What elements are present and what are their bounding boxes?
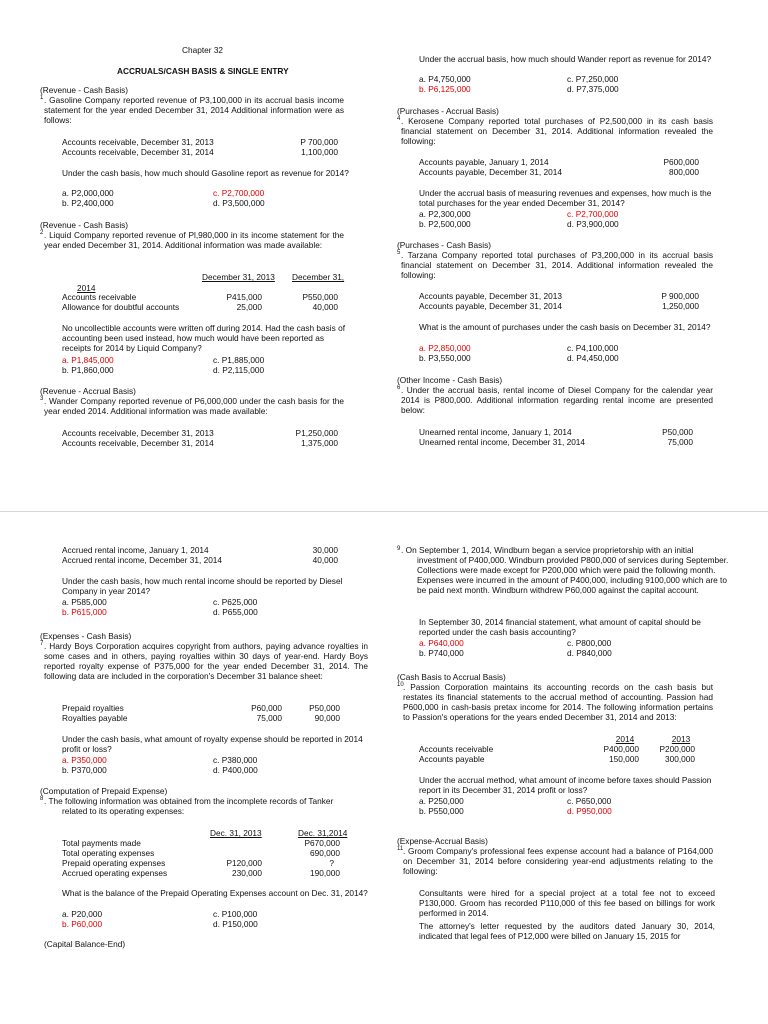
row-value: P200,000 — [659, 744, 695, 754]
question-8 — [40, 787, 370, 942]
question-6 — [397, 376, 715, 456]
row-value: 690,000 — [310, 848, 340, 858]
row-label: Prepaid operating expenses — [62, 858, 166, 868]
row-label: Total operating expenses — [62, 848, 155, 858]
row-value: 150,000 — [609, 754, 639, 764]
question-prompt: No uncollectible accounts were written off during 2014. Had the cash basis of accounting been used instead, how much would have been reported as receipts for 2014 by Liquid Company? — [62, 323, 346, 353]
row-label: Total payments made — [62, 838, 141, 848]
question-text: . Kerosene Company reported total purchases of P2,500,000 in its cash basis financial statement on December 31, 2014. Additional information revealed the following: — [401, 116, 713, 146]
question-11 — [397, 837, 715, 967]
row-value: 30,000 — [312, 545, 338, 555]
question-number: 8 — [40, 796, 44, 802]
question-text: . Wander Company reported revenue of P6,000,000 under the cash basis for the year ended 2014. Additional information was made available: — [44, 396, 344, 416]
question-9 — [397, 545, 729, 676]
question-text: . Gasoline Company reported revenue of P3,100,000 in its accrual basis income statement for the year ended December 31, 2014 Additional information were as follows: — [44, 95, 344, 125]
question-text: . Tarzana Company reported total purchases of P3,200,000 in its accrual basis financial statement on December 31, 2014. Additional information revealed the following: — [401, 250, 713, 280]
row-value: 1,100,000 — [301, 147, 338, 157]
column-header: Dec. 31,2014 — [298, 828, 348, 838]
question-text: . Under the accrual basis, rental income of Diesel Company for the calendar year 2014 is P800,000. Additional information regarding rental income are presented below: — [401, 385, 713, 415]
row-value: 230,000 — [232, 868, 262, 878]
choice-a: a. P250,000 — [419, 796, 464, 806]
row-label: Accounts payable, December 31, 2013 — [419, 291, 562, 301]
choice-c-answer: c. P2,700,000 — [567, 209, 619, 219]
row-value: P120,000 — [226, 858, 262, 868]
column-header-year: 2014 — [77, 283, 96, 293]
choice-c: c. P7,250,000 — [567, 74, 619, 84]
question-number: 11 — [397, 846, 404, 852]
row-value: 1,250,000 — [662, 301, 699, 311]
question-number: 10 — [397, 682, 404, 688]
choice-d: d. P3,500,000 — [213, 198, 265, 208]
question-9-category: (Capital Balance-End) — [44, 939, 126, 949]
row-value: ? — [329, 858, 334, 868]
row-value: P415,000 — [226, 292, 262, 302]
row-value: P400,000 — [603, 744, 639, 754]
question-category: (Other Income - Cash Basis) — [397, 375, 503, 385]
row-value: P60,000 — [251, 703, 282, 713]
choice-a: a. P2,000,000 — [62, 188, 114, 198]
row-value: 90,000 — [314, 713, 340, 723]
row-label: Unearned rental income, December 31, 2014 — [419, 437, 586, 447]
row-value: P50,000 — [662, 427, 693, 437]
choice-b: b. P550,000 — [419, 806, 464, 816]
row-value: 40,000 — [312, 555, 338, 565]
question-prompt: Under the cash basis, what amount of royalty expense should be reported in 2014 profit or loss? — [62, 734, 363, 754]
choice-b: b. P1,860,000 — [62, 365, 114, 375]
choice-b: b. P2,500,000 — [419, 219, 471, 229]
question-text: . Passion Corporation maintains its accounting records on the cash basis but restates its financial statements to the accrual method of accounting. Passion had P600,000 in cash-basis pretax income for 2014. The following information pertains to Passion's operations for the years ended December 31, 2014 and 2013: — [403, 682, 713, 722]
row-value: 75,000 — [256, 713, 282, 723]
question-1 — [40, 86, 370, 216]
question-4 — [397, 107, 715, 237]
question-prompt: Under the accrual basis, how much should Wander report as revenue for 2014? — [419, 54, 712, 64]
question-prompt: Under the cash basis, how much should Gasoline report as revenue for 2014? — [62, 168, 349, 178]
row-label: Accounts payable, December 31, 2014 — [419, 167, 562, 177]
question-prompt: What is the balance of the Prepaid Operating Expenses account on Dec. 31, 2014? — [62, 888, 368, 898]
row-label: Accounts receivable, December 31, 2013 — [62, 137, 214, 147]
row-label: Unearned rental income, January 1, 2014 — [419, 427, 572, 437]
row-value: P 700,000 — [300, 137, 338, 147]
row-label: Accrued rental income, December 31, 2014 — [62, 555, 223, 565]
question-text: . Liquid Company reported revenue of Pl,980,000 in its income statement for the year ended December 31, 2014. Additional information was made available: — [44, 230, 344, 250]
row-label: Accounts payable, December 31, 2014 — [419, 301, 562, 311]
choice-b: b. P370,000 — [62, 765, 107, 775]
choice-c: c. P625,000 — [213, 597, 258, 607]
row-value: P600,000 — [663, 157, 699, 167]
row-value: P550,000 — [302, 292, 338, 302]
row-value: 300,000 — [665, 754, 695, 764]
choice-c: c. P100,000 — [213, 909, 258, 919]
choice-c: c. P800,000 — [567, 638, 612, 648]
choice-c: c. P380,000 — [213, 755, 258, 765]
row-value: P670,000 — [304, 838, 340, 848]
choice-b: b. P740,000 — [419, 648, 464, 658]
question-category: (Revenue - Cash Basis) — [40, 85, 129, 95]
paragraph: The attorney's letter requested by the auditors dated January 30, 2014, indicated that legal fees of P12,000 were billed on January 15, 2015 for — [419, 921, 715, 941]
choice-a: a. P585,000 — [62, 597, 107, 607]
choice-d: d. P4,450,000 — [567, 353, 619, 363]
question-6-continued — [40, 546, 370, 626]
row-value: 800,000 — [669, 167, 699, 177]
question-category: (Purchases - Accrual Basis) — [397, 106, 499, 116]
row-value: 75,000 — [667, 437, 693, 447]
question-category: (Expenses - Cash Basis) — [40, 631, 132, 641]
chapter-title: ACCRUALS/CASH BASIS & SINGLE ENTRY — [117, 66, 289, 76]
question-category: (Cash Basis to Accrual Basis) — [397, 672, 506, 682]
question-number: 9 — [397, 546, 401, 552]
question-text: . The following information was obtained from the incomplete records of Tanker related to its operating expenses: — [44, 796, 334, 816]
choice-a-answer: a. P1,845,000 — [62, 355, 114, 365]
row-value: 1,375,000 — [301, 438, 338, 448]
choice-d: d. P400,000 — [213, 765, 258, 775]
question-text: . On September 1, 2014, Windburn began a service proprietorship with an initial investment of P400,000. Windburn provided P800,000 of services during September. Collections were made except for P200,000 which were paid the following month. Expenses were incurred in the amount of P400,000, including 9100,000 which are to be paid next month. Windburn withdrew P60,000 against the capital account. — [401, 545, 729, 595]
question-number: 2 — [40, 230, 44, 236]
choice-c: c. P4,100,000 — [567, 343, 619, 353]
choice-d: d. P150,000 — [213, 919, 258, 929]
row-label: Accounts payable, January 1, 2014 — [419, 157, 549, 167]
choice-a-answer: a. P350,000 — [62, 755, 107, 765]
choice-b: b. P2,400,000 — [62, 198, 114, 208]
row-label: Accounts receivable, December 31, 2013 — [62, 428, 214, 438]
question-category: (Purchases - Cash Basis) — [397, 240, 492, 250]
question-number: 6 — [397, 385, 401, 391]
choice-b-answer: b. P615,000 — [62, 607, 107, 617]
column-header: December 31, 2013 — [202, 272, 275, 282]
column-header: Dec. 31, 2013 — [210, 828, 262, 838]
choice-c: c. P1,885,000 — [213, 355, 265, 365]
question-7 — [40, 632, 370, 782]
row-value: P50,000 — [309, 703, 340, 713]
question-category: (Expense-Accrual Basis) — [397, 836, 488, 846]
paragraph: Consultants were hired for a special project at a total fee not to exceed P130,000. Groom has recorded P110,000 of this fee based on billings for work performed in 2014. — [419, 888, 715, 918]
choice-a: a. P20,000 — [62, 909, 103, 919]
question-number: 1 — [40, 95, 44, 101]
choice-d-answer: d. P950,000 — [567, 806, 612, 816]
row-value: P 900,000 — [661, 291, 699, 301]
choice-b-answer: b. P60,000 — [62, 919, 103, 929]
question-prompt: Under the accrual basis of measuring revenues and expenses, how much is the total purchases for the year ended December 31, 2014? — [419, 188, 712, 208]
column-header: 2013 — [671, 734, 691, 744]
column-header: December 31, — [292, 272, 345, 282]
row-label: Accounts receivable — [419, 744, 494, 754]
row-value: 40,000 — [312, 302, 338, 312]
row-label: Accrued operating expenses — [62, 868, 168, 878]
choice-a: a. P4,750,000 — [419, 74, 471, 84]
choice-d: d. P7,375,000 — [567, 84, 619, 94]
row-label: Royalties payable — [62, 713, 128, 723]
question-prompt: What is the amount of purchases under the cash basis on December 31, 2014? — [419, 322, 711, 332]
question-text: . Groom Company's professional fees expense account had a balance of P164,000 on December 31, 2014 before considering year-end adjustments relating to the following: — [403, 846, 713, 876]
question-3 — [40, 387, 370, 457]
row-label: Accounts receivable, December 31, 2014 — [62, 438, 214, 448]
row-label: Allowance for doubtful accounts — [62, 302, 180, 312]
document-page-2 — [0, 512, 768, 1024]
row-label: Accounts receivable — [62, 292, 137, 302]
column-header: 2014 — [615, 734, 635, 744]
choice-d: d. P840,000 — [567, 648, 612, 658]
question-text: . Hardy Boys Corporation acquires copyright from authors, paying advance royalties in some cases and in others, paying royalties within 30 days of year-end. Hardy Boys reported royalty expense of P375,000 for the year ended December 31, 2014. The following data are included in the corporation's December 31 balance sheet: — [44, 641, 368, 681]
choice-b: b. P3,550,000 — [419, 353, 471, 363]
question-5 — [397, 241, 715, 371]
choice-d: d. P3,900,000 — [567, 219, 619, 229]
row-label: Prepaid royalties — [62, 703, 124, 713]
question-category: (Revenue - Accrual Basis) — [40, 386, 136, 396]
question-category: (Revenue - Cash Basis) — [40, 220, 129, 230]
question-3-continued — [397, 55, 715, 100]
row-label: Accounts receivable, December 31, 2014 — [62, 147, 214, 157]
question-number: 4 — [397, 116, 401, 122]
choice-b-answer: b. P6,125,000 — [419, 84, 471, 94]
row-label: Accounts payable — [419, 754, 485, 764]
choice-a: a. P2,300,000 — [419, 209, 471, 219]
question-number: 3 — [40, 396, 44, 402]
question-prompt: Under the accrual method, what amount of income before taxes should Passion report in its December 31, 2014 profit or loss? — [419, 775, 712, 795]
question-number: 7 — [40, 641, 44, 647]
row-value: P1,250,000 — [295, 428, 338, 438]
choice-c-answer: c. P2,700,000 — [213, 188, 265, 198]
question-prompt: Under the cash basis, how much rental income should be reported by Diesel Company in year 2014? — [62, 576, 343, 596]
question-prompt: In September 30, 2014 financial statement, what amount of capital should be reported under the cash basis accounting? — [419, 617, 701, 637]
question-10 — [397, 673, 715, 833]
row-value: 25,000 — [236, 302, 262, 312]
choice-d: d. P2,115,000 — [213, 365, 265, 375]
choice-d: d. P655,000 — [213, 607, 258, 617]
question-2 — [40, 221, 370, 381]
question-number: 5 — [397, 250, 401, 256]
question-category: (Computation of Prepaid Expense) — [40, 786, 168, 796]
row-label: Accrued rental income, January 1, 2014 — [62, 545, 209, 555]
row-value: 190,000 — [310, 868, 340, 878]
chapter-heading: Chapter 32 — [182, 45, 224, 55]
choice-c: c. P650,000 — [567, 796, 612, 806]
choice-a-answer: a. P640,000 — [419, 638, 464, 648]
choice-a-answer: a. P2,850,000 — [419, 343, 471, 353]
